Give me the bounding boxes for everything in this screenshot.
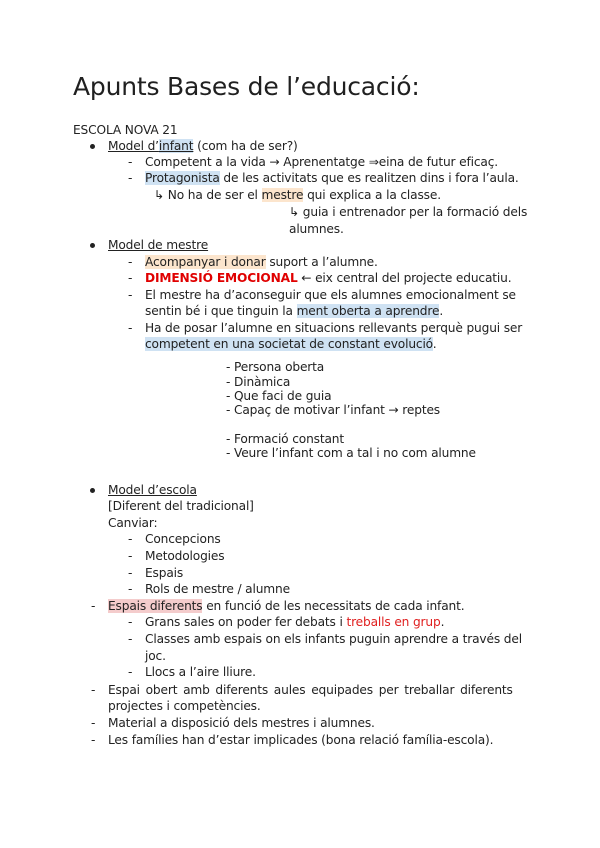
- list-item: Canviar:: [108, 516, 158, 530]
- list-item: - Persona oberta: [226, 360, 325, 374]
- list-item: Les famílies han d’estar implicades (bona relació família-escola).: [108, 733, 494, 747]
- list-item: Classes amb espais on els infants puguin aprendre a través del: [145, 632, 522, 646]
- list-item: - Dinàmica: [226, 375, 291, 389]
- list-item: Competent a la vida → Aprenentatge ⇒eina de futur eficaç.: [145, 155, 498, 169]
- bullet: [90, 488, 95, 493]
- list-item: - Formació constant: [226, 432, 344, 446]
- page-title: Apunts Bases de l’educació:: [73, 72, 420, 101]
- list-item: - Capaç de motivar l’infant → reptes: [226, 403, 440, 417]
- list-item: Espais diferents en funció de les necessitats de cada infant.: [108, 599, 465, 613]
- list-item: ↳ guia i entrenador per la formació dels: [289, 205, 528, 219]
- list-item: [Diferent del tradicional]: [108, 499, 254, 513]
- section-heading: ESCOLA NOVA 21: [73, 123, 178, 137]
- list-item: competent en una societat de constant evolució.: [145, 337, 437, 351]
- list-item: sentin bé i que tinguin la ment oberta a aprendre.: [145, 304, 444, 318]
- list-item: Grans sales on poder fer debats i treballs en grup.: [145, 615, 445, 629]
- list-item: Metodologies: [145, 549, 225, 563]
- mestre-heading: Model de mestre: [108, 238, 209, 252]
- list-item: - Que faci de guia: [226, 389, 332, 403]
- list-item: DIMENSIÓ EMOCIONAL ← eix central del projecte educatiu.: [145, 271, 512, 285]
- list-item: projectes i competències.: [108, 699, 261, 713]
- list-item: - Veure l’infant com a tal i no com alumne: [226, 446, 476, 460]
- list-item: Rols de mestre / alumne: [145, 582, 290, 596]
- list-item: Acompanyar i donar suport a l’alumne.: [145, 255, 378, 269]
- bullet: [90, 144, 95, 149]
- list-item: joc.: [145, 649, 166, 663]
- bullet: [90, 243, 95, 248]
- list-item: ↳ No ha de ser el mestre qui explica a la classe.: [154, 188, 441, 202]
- escola-heading: Model d’escola: [108, 483, 197, 497]
- list-item: Llocs a l’aire lliure.: [145, 665, 256, 679]
- list-item: Espai obert amb diferents aules equipades per treballar diferents: [108, 683, 513, 697]
- list-item: alumnes.: [289, 222, 344, 236]
- list-item: Concepcions: [145, 532, 221, 546]
- infant-heading: Model d’infant (com ha de ser?): [108, 139, 298, 153]
- list-item: Protagonista de les activitats que es realitzen dins i fora l’aula.: [145, 171, 519, 185]
- list-item: Ha de posar l’alumne en situacions rellevants perquè pugui ser: [145, 321, 523, 335]
- list-item: Material a disposició dels mestres i alumnes.: [108, 716, 375, 730]
- list-item: Espais: [145, 566, 184, 580]
- list-item: El mestre ha d’aconseguir que els alumnes emocionalment se: [145, 288, 516, 302]
